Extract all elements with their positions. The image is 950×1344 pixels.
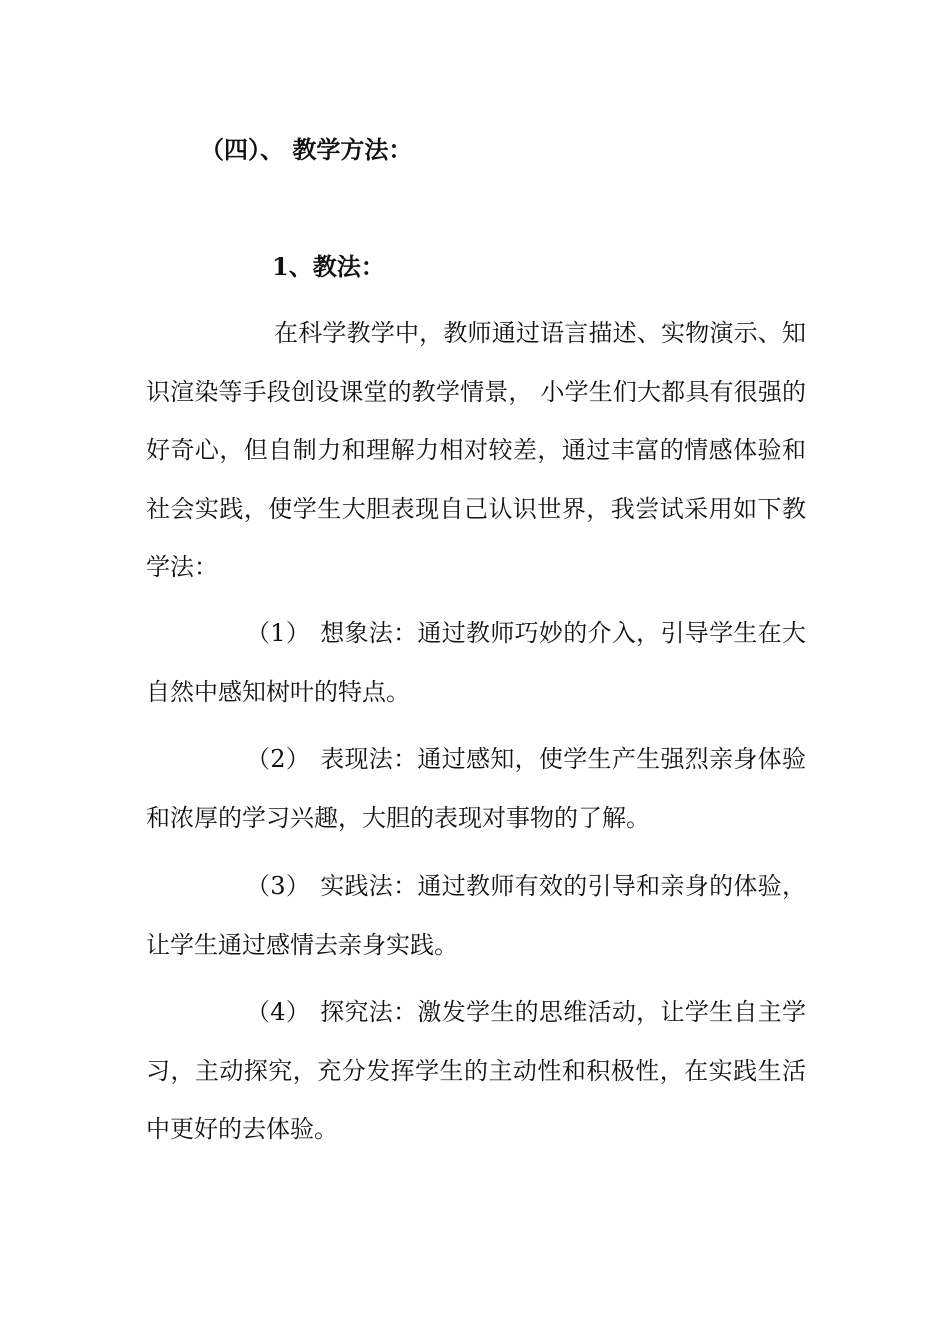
method-text: 想象法：通过教师巧妙的介入，引导学生在大自然中感知树叶的特点。 [146,619,806,706]
subheading: 1、教法： [272,252,385,281]
method-number: （2） [246,745,311,773]
method-item-4 [146,983,806,1159]
method-item-3 [146,857,806,974]
method-number: （1） [246,619,311,647]
method-item-1 [146,604,806,721]
method-item-2 [146,730,806,847]
method-number: （3） [246,872,311,900]
method-number: （4） [246,998,311,1026]
method-text: 探究法：激发学生的思维活动，让学生自主学习，主动探究，充分发挥学生的主动性和积极性，在实践生活中更好的去体验。 [146,998,806,1143]
section-heading: （四）、 教学方法： [200,135,413,164]
method-text: 表现法：通过感知，使学生产生强烈亲身体验和浓厚的学习兴趣，大胆的表现对事物的了解。 [146,745,806,832]
intro-paragraph: 在科学教学中，教师通过语言描述、实物演示、知识渲染等手段创设课堂的教学情景， 小学生们大都具有很强的好奇心，但自制力和理解力相对较差，通过丰富的情感体验和社会实践，使学生大胆表现自己认识世界，我尝试采用如下教学法： [146,319,806,581]
method-text: 实践法：通过教师有效的引导和亲身的体验，让学生通过感情去亲身实践。 [146,872,806,959]
